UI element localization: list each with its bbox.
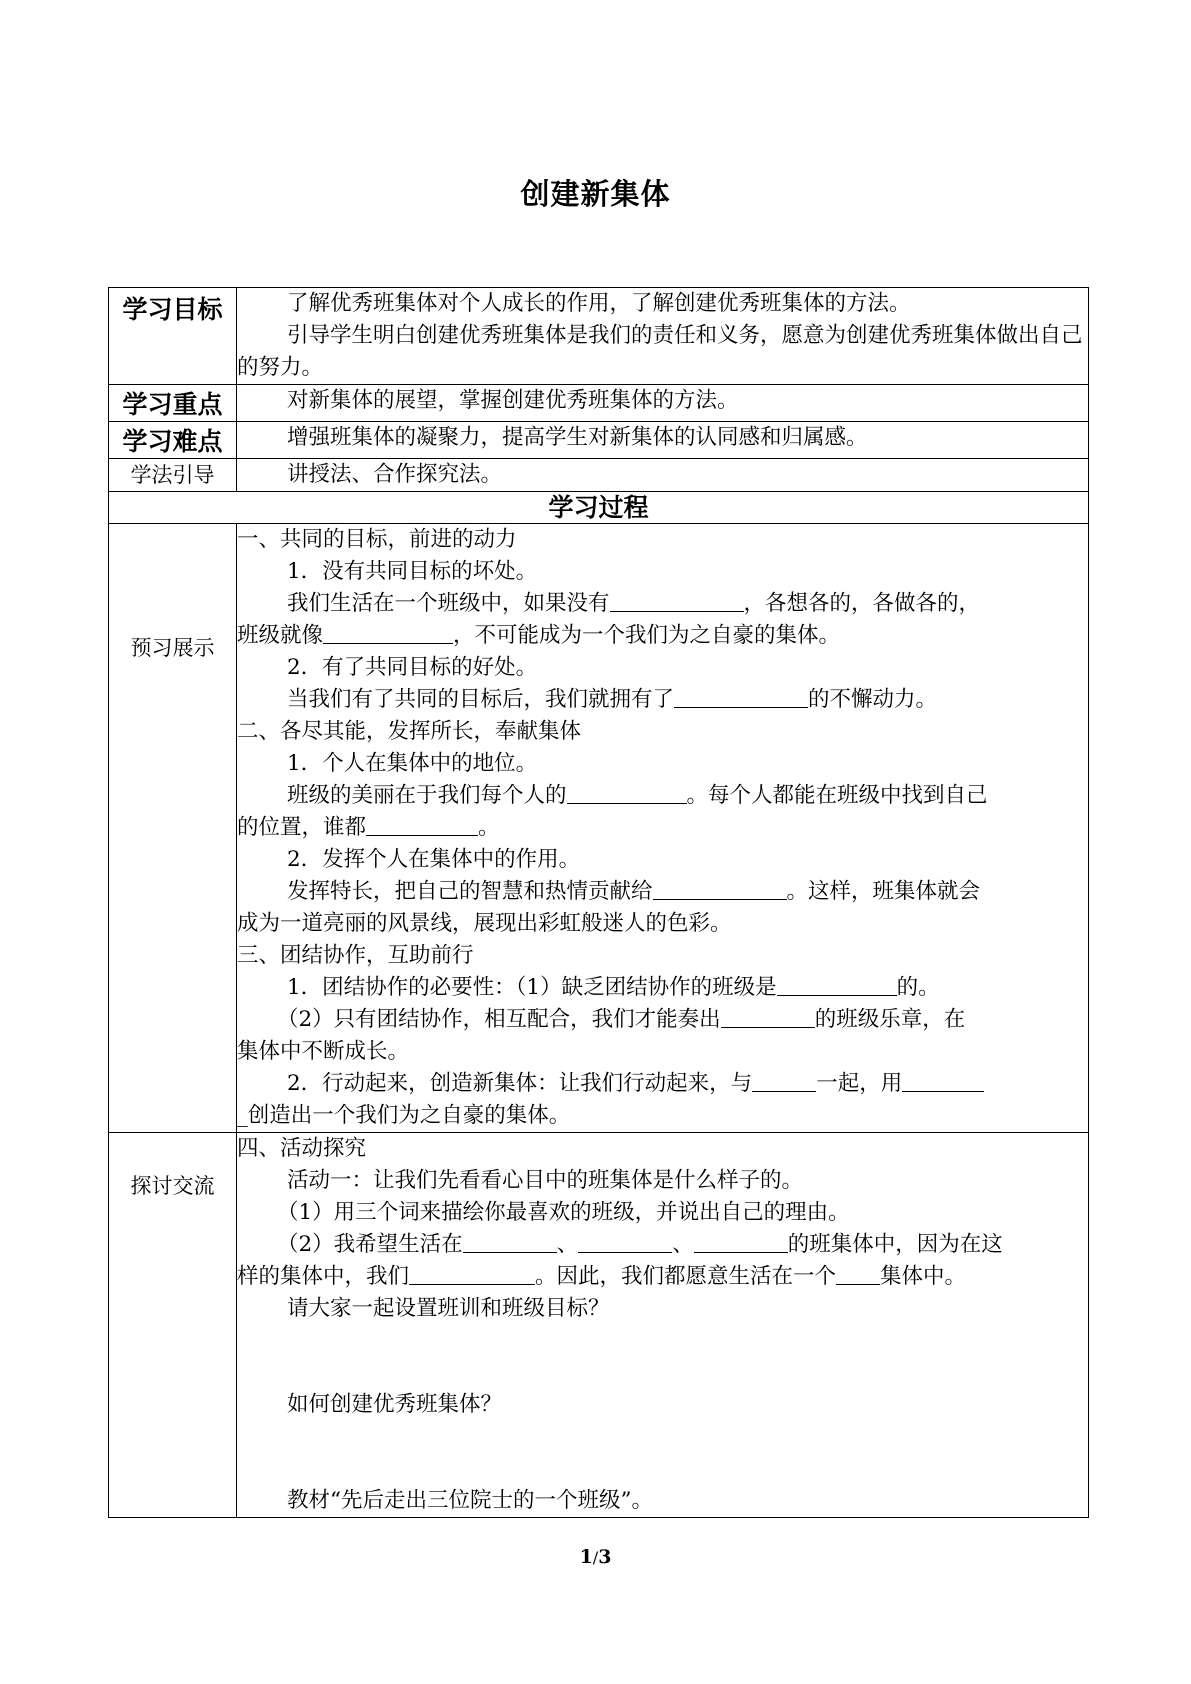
answer-blank[interactable]: [777, 973, 897, 996]
answer-space[interactable]: [237, 1325, 1088, 1389]
subsection-heading: 2．发挥个人在集体中的作用。: [287, 847, 581, 872]
answer-blank[interactable]: [366, 813, 478, 836]
answer-blank[interactable]: [578, 1230, 672, 1253]
answer-blank[interactable]: [721, 1005, 815, 1028]
process-header-row: [109, 492, 1089, 524]
reference-text: 教材“先后走出三位院士的一个班级”。: [287, 1488, 653, 1513]
objectives-content: [237, 288, 1089, 385]
answer-blank[interactable]: [674, 685, 808, 708]
fill-sentence: 1．团结协作的必要性：（1）缺乏团结协作的班级是 的。: [287, 975, 940, 1000]
answer-blank[interactable]: [653, 877, 787, 900]
difficulties-text: 增强班集体的凝聚力，提高学生对新集体的认同感和归属感。: [287, 425, 868, 450]
fill-sentence: 发挥特长，把自己的智慧和热情贡献给 。这样，班集体就会: [287, 879, 981, 904]
methods-label: 学法引导: [109, 459, 237, 492]
fill-sentence: （2）只有团结协作，相互配合，我们才能奏出 的班级乐章，在: [277, 1007, 966, 1032]
discuss-label: 探讨交流: [109, 1133, 237, 1518]
fill-sentence: 班级的美丽在于我们每个人的 。每个人都能在班级中找到自己: [287, 783, 988, 808]
preview-row: [109, 524, 1089, 1133]
objective-line: 引导学生明白创建优秀班集体是我们的责任和义务，愿意为创建优秀班集体做出自己的努力。: [237, 323, 1083, 380]
answer-blank[interactable]: [323, 621, 453, 644]
subsection-heading: 1．个人在集体中的地位。: [287, 751, 538, 776]
section-heading: 四、活动探究: [237, 1136, 367, 1161]
page-number: 1/3: [579, 1546, 612, 1568]
answer-blank[interactable]: [409, 1262, 535, 1285]
answer-space[interactable]: [237, 1421, 1088, 1485]
methods-text: 讲授法、合作探究法。: [287, 462, 503, 487]
preview-label: 预习展示: [109, 524, 237, 1133]
page-title: 创建新集体: [520, 177, 671, 211]
paragraph-line: 成为一道亮丽的风景线，展现出彩虹般迷人的色彩。: [237, 911, 732, 936]
answer-blank[interactable]: [463, 1230, 557, 1253]
fill-sentence: 2．行动起来，创造新集体：让我们行动起来，与 一起，用: [237, 1068, 1088, 1100]
objectives-row: [109, 288, 1089, 385]
answer-blank[interactable]: [610, 589, 744, 612]
fill-sentence: 的位置，谁都 。: [237, 815, 500, 840]
fill-sentence: 当我们有了共同的目标后，我们就拥有了 的不懈动力。: [287, 687, 938, 712]
preview-content: [237, 524, 1089, 1133]
key-points-content: [237, 385, 1089, 422]
difficulties-content: [237, 422, 1089, 459]
difficulties-label: 学习难点: [109, 422, 237, 459]
answer-blank[interactable]: [567, 781, 687, 804]
paragraph-line: _创造出一个我们为之自豪的集体。: [237, 1103, 571, 1128]
methods-row: [109, 459, 1089, 492]
fill-sentence: 样的集体中，我们 。因此，我们都愿意生活在一个 集体中。: [237, 1264, 967, 1289]
answer-blank[interactable]: [902, 1069, 984, 1092]
objective-line: 了解优秀班集体对个人成长的作用，了解创建优秀班集体的方法。: [287, 291, 911, 316]
activity-text: 活动一：让我们先看看心目中的班集体是什么样子的。: [287, 1168, 804, 1193]
fill-sentence: 我们生活在一个班级中，如果没有 ，各想各的，各做各的，: [287, 591, 981, 616]
discuss-row: [109, 1133, 1089, 1518]
paragraph-line: 集体中不断成长。: [237, 1039, 410, 1064]
section-heading: 一、共同的目标，前进的动力: [237, 527, 517, 552]
difficulties-row: [109, 422, 1089, 459]
objectives-label: 学习目标: [109, 288, 237, 385]
question-text: 请大家一起设置班训和班级目标？: [287, 1296, 610, 1321]
question-text: （1）用三个词来描绘你最喜欢的班级，并说出自己的理由。: [277, 1200, 850, 1225]
fill-sentence: 班级就像 ，不可能成为一个我们为之自豪的集体。: [237, 623, 841, 648]
fill-sentence: （2）我希望生活在 、 、 的班集体中，因为在这: [277, 1232, 1003, 1257]
key-points-text: 对新集体的展望，掌握创建优秀班集体的方法。: [287, 388, 739, 413]
methods-content: [237, 459, 1089, 492]
answer-blank[interactable]: [752, 1069, 816, 1092]
lesson-plan-table: [108, 287, 1089, 1518]
key-points-row: [109, 385, 1089, 422]
key-points-label: 学习重点: [109, 385, 237, 422]
process-header: 学习过程: [109, 492, 1089, 524]
subsection-heading: 2．有了共同目标的好处。: [287, 655, 538, 680]
section-heading: 三、团结协作，互助前行: [237, 943, 474, 968]
subsection-heading: 1．没有共同目标的坏处。: [287, 559, 538, 584]
section-heading: 二、各尽其能，发挥所长，奉献集体: [237, 719, 582, 744]
discuss-content: [237, 1133, 1089, 1518]
answer-blank[interactable]: [694, 1230, 788, 1253]
question-text: 如何创建优秀班集体？: [287, 1392, 503, 1417]
answer-blank[interactable]: [836, 1262, 880, 1285]
